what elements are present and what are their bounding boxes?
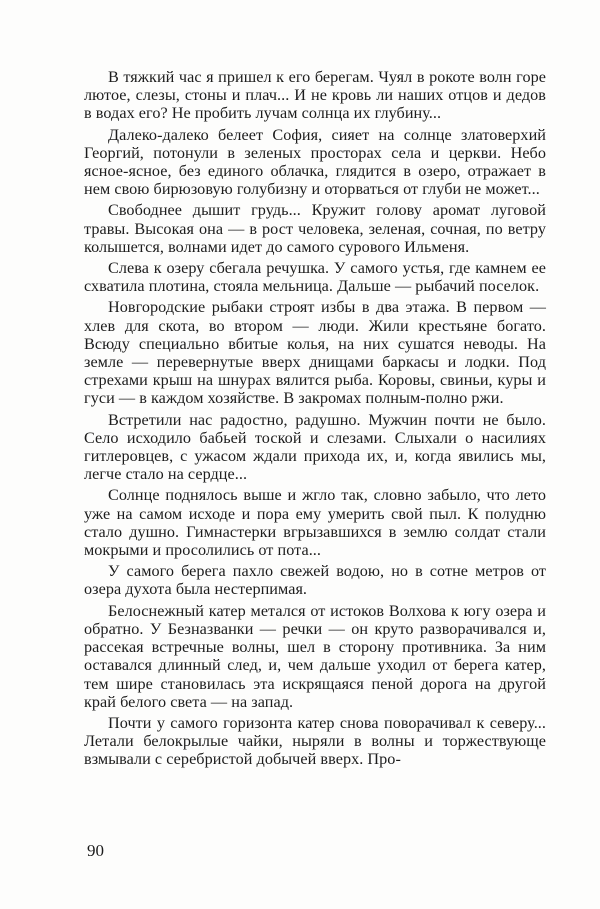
paragraph: Белоснежный катер метался от истоков Волхова к югу озера и обратно. У Безназванки — речки — он круто разворачивался и, рассекая встречные волны, шел в сторону противника. За ним оставался длинный след, и, чем дальше уходил от берега катер, тем шире становилась эта искрящаяся пеной дорога на другой край белого света — на запад. [84,601,546,711]
paragraph: В тяжкий час я пришел к его берегам. Чуял в рокоте волн горе лютое, слезы, стоны и плач... И не кровь ли наших отцов и дедов в водах его? Не пробить лучам солнца их глубину... [84,68,546,123]
paragraph: Солнце поднялось выше и жгло так, словно забыло, что лето уже на самом исходе и пора ему умерить свой пыл. К полудню стало душно. Гимнастерки вгрызавшихся в землю солдат стали мокрыми и просолились от пота... [84,486,546,560]
paragraph: Почти у самого горизонта катер снова поворачивал к северу... Летали белокрылые чайки, ныряли в волны и торжествующе взмывали с серебристой добычей вверх. Про- [84,713,546,769]
paragraph: Слева к озеру сбегала речушка. У самого устья, где камнем ее схватила плотина, стояла мельница. Дальше — рыбачий поселок. [84,259,546,296]
paragraph: Далеко-далеко белеет София, сияет на солнце златоверхий Георгий, потонули в зеленых просторах села и церкви. Небо ясное-ясное, без единого облачка, глядится в озеро, отражает в нем свою бирюзовую голубизну и оторваться от глуби не может... [84,125,546,199]
paragraph: Встретили нас радостно, радушно. Мужчин почти не было. Село исходило бабьей тоской и слезами. Слыхали о насилиях гитлеровцев, с ужасом ждали прихода их, и, когда явились мы, легче стало на сердце... [84,410,546,484]
paragraph: Новгородские рыбаки строят избы в два этажа. В первом — хлев для скота, во втором — люди. Жили крестьяне богато. Всюду специально вбитые колья, на них сушатся неводы. На земле — перевернутые вверх днищами баркасы и лодки. Под стрехами крыш на шнурах вялится рыба. Коровы, свиньи, куры и гуси — в каждом хозяйстве. В закромах полным-полно ржи. [84,298,546,408]
text-block [84,68,546,772]
paragraph: У самого берега пахло свежей водою, но в сотне метров от озера духота была нестерпимая. [84,562,546,599]
page-number: 90 [87,841,104,860]
paragraph: Свободнее дышит грудь... Кружит голову аромат луговой травы. Высокая она — в рост человека, зеленая, сочная, по ветру колышется, волнами идет до самого сурового Ильменя. [84,201,546,256]
